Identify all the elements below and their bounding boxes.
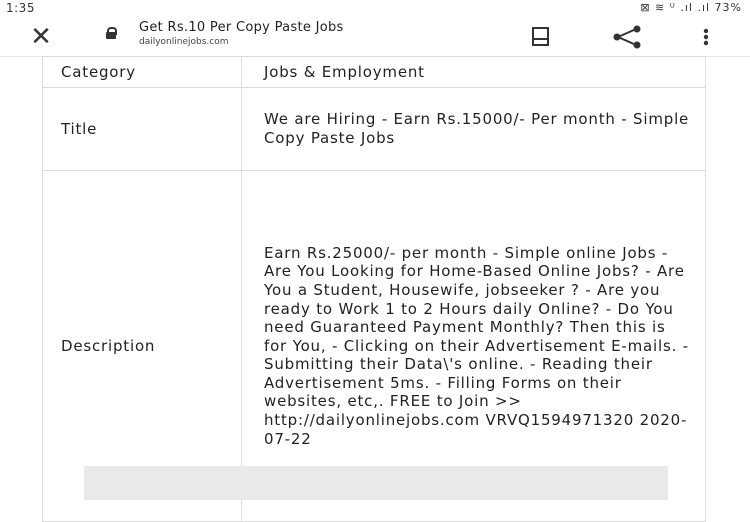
page-title: Get Rs.10 Per Copy Paste Jobs: [139, 20, 344, 35]
description-label: Description: [43, 171, 242, 522]
details-table: [42, 56, 706, 522]
browser-toolbar: [0, 16, 750, 57]
bottom-overlay-bar: [84, 466, 668, 500]
close-button[interactable]: [26, 22, 56, 52]
share-icon: [608, 24, 648, 50]
title-value: We are Hiring - Earn Rs.15000/- Per month - Simple Copy Paste Jobs: [242, 88, 706, 171]
lock-icon: [106, 27, 116, 39]
more-vertical-icon: [696, 24, 716, 50]
status-time: 1:35: [6, 1, 35, 15]
status-bar: [0, 0, 750, 16]
close-icon: ✕: [30, 22, 52, 52]
status-icons: ⊠ ≋ ᵁ .ıl .ıl 73%: [640, 1, 742, 14]
title-label: Title: [43, 88, 242, 171]
bookmark-icon: [528, 25, 554, 49]
category-value: Jobs & Employment: [242, 57, 706, 88]
table-row-title: [43, 88, 706, 171]
category-label: Category: [43, 57, 242, 88]
bookmark-button[interactable]: [528, 25, 554, 49]
table-row-category: [43, 57, 706, 88]
page-url[interactable]: dailyonlinejobs.com: [139, 37, 229, 47]
share-button[interactable]: [608, 24, 648, 50]
description-value: Earn Rs.25000/- per month - Simple online Jobs - Are You Looking for Home-Based Online Jobs? - Are You a Student, Housewife, jobseeker ? - Are you ready to Work 1 to 2 Hours daily Online? - Do You need Guaranteed Payment Monthly? Then this is for You, - Clicking on their Advertisement E-mails. - Submitting their Data\'s online. - Reading their Advertisement 5ms. - Filling Forms on their websites, etc,. FREE to Join >> http://dailyonlinejobs.com VRVQ1594971320 2020-07-22: [242, 171, 706, 522]
more-menu-button[interactable]: [696, 24, 716, 50]
